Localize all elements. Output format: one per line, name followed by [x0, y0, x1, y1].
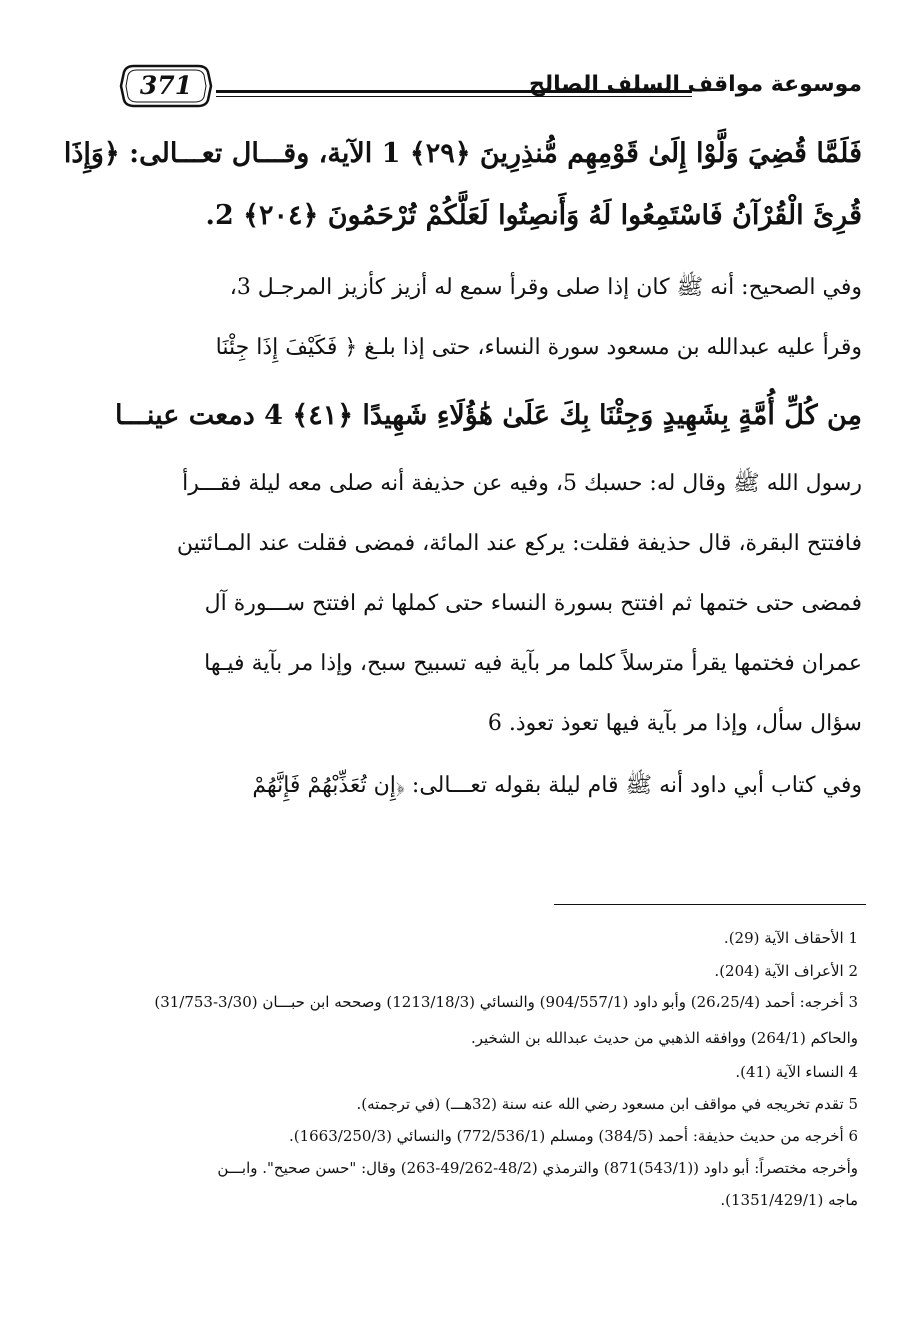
text-line: مِن كُلِّ أُمَّةٍ بِشَهِيدٍ وَجِئْنَا بِكَ عَلَىٰ هَٰؤُلَاءِ شَهِيدًا ﴿٤١﴾ 4 دمعت عينـــا: [114, 400, 862, 431]
footnote: والحاكم (264/1) ووافقه الذهبي من حديث عبدالله بن الشخير.: [470, 1029, 858, 1047]
footnote: 4 النساء الآية (41).: [735, 1063, 858, 1081]
footnote: 3 أخرجه: أحمد (26،25/4) وأبو داود (904/557/1) والنسائي (1213/18/3) وصححه ابن حبـــان (3/30-31/753): [154, 993, 858, 1011]
page-number: 371: [139, 71, 193, 100]
page-number-frame: [120, 62, 212, 110]
footnote: ماجه (1351/429/1).: [720, 1191, 858, 1209]
text-line: فافتتح البقرة، قال حذيفة فقلت: يركع عند المائة، فمضى فقلت عند المـائتين: [176, 531, 862, 556]
page-header: [112, 44, 862, 124]
text-line: قُرِئَ الْقُرْآنُ فَاسْتَمِعُوا لَهُ وَأَنصِتُوا لَعَلَّكُمْ تُرْحَمُونَ ﴿٢٠٤﴾ 2.: [205, 200, 862, 231]
book-title: موسوعة مواقف السلف الصالح: [529, 72, 862, 97]
text-line: سؤال سأل، وإذا مر بآية فيها تعوذ تعوذ. 6: [487, 711, 862, 736]
footnote: 5 تقدم تخريجه في مواقف ابن مسعود رضي الله عنه سنة (32هـــ) (في ترجمته).: [356, 1095, 858, 1113]
footnote-separator: [554, 904, 866, 905]
footnote: وأخرجه مختصراً: أبو داود ((543/1)871) والترمذي (48/2-49/262-263) وقال: "حسن صحيح". وابـــن: [217, 1159, 858, 1177]
text-line: عمران فختمها يقرأ مترسلاً كلما مر بآية فيه تسبيح سبح، وإذا مر بآية فيـها: [204, 651, 862, 676]
text-line: وقرأ عليه عبدالله بن مسعود سورة النساء، حتى إذا بلـغ ﴿ فَكَيْفَ إِذَا جِئْنَا: [215, 335, 862, 360]
footnote: 1 الأحقاف الآية (29).: [723, 929, 858, 947]
text-line: وفي الصحيح: أنه ﷺ كان إذا صلى وقرأ سمع له أزيز كأزيز المرجـل 3،: [229, 275, 862, 300]
text-line: وفي كتاب أبي داود أنه ﷺ قام ليلة بقوله تعـــالى: ﴿إِن تُعَذِّبْهُمْ فَإِنَّهُمْ: [252, 773, 862, 798]
footnote: 6 أخرجه من حديث حذيفة: أحمد (384/5) ومسلم (772/536/1) والنسائي (1663/250/3).: [288, 1127, 858, 1145]
footnote: 2 الأعراف الآية (204).: [714, 962, 858, 980]
text-line: فمضى حتى ختمها ثم افتتح بسورة النساء حتى كملها ثم افتتح ســـورة آل: [204, 591, 862, 616]
text-line: رسول الله ﷺ وقال له: حسبك 5، وفيه عن حذيفة أنه صلى معه ليلة فقـــرأ: [182, 471, 862, 496]
text-line: فَلَمَّا قُضِيَ وَلَّوْا إِلَىٰ قَوْمِهِم مُّنذِرِينَ ﴿٢٩﴾ 1 الآية، وقـــال تعـــالى: ﴿وَإِذَا: [63, 138, 862, 169]
